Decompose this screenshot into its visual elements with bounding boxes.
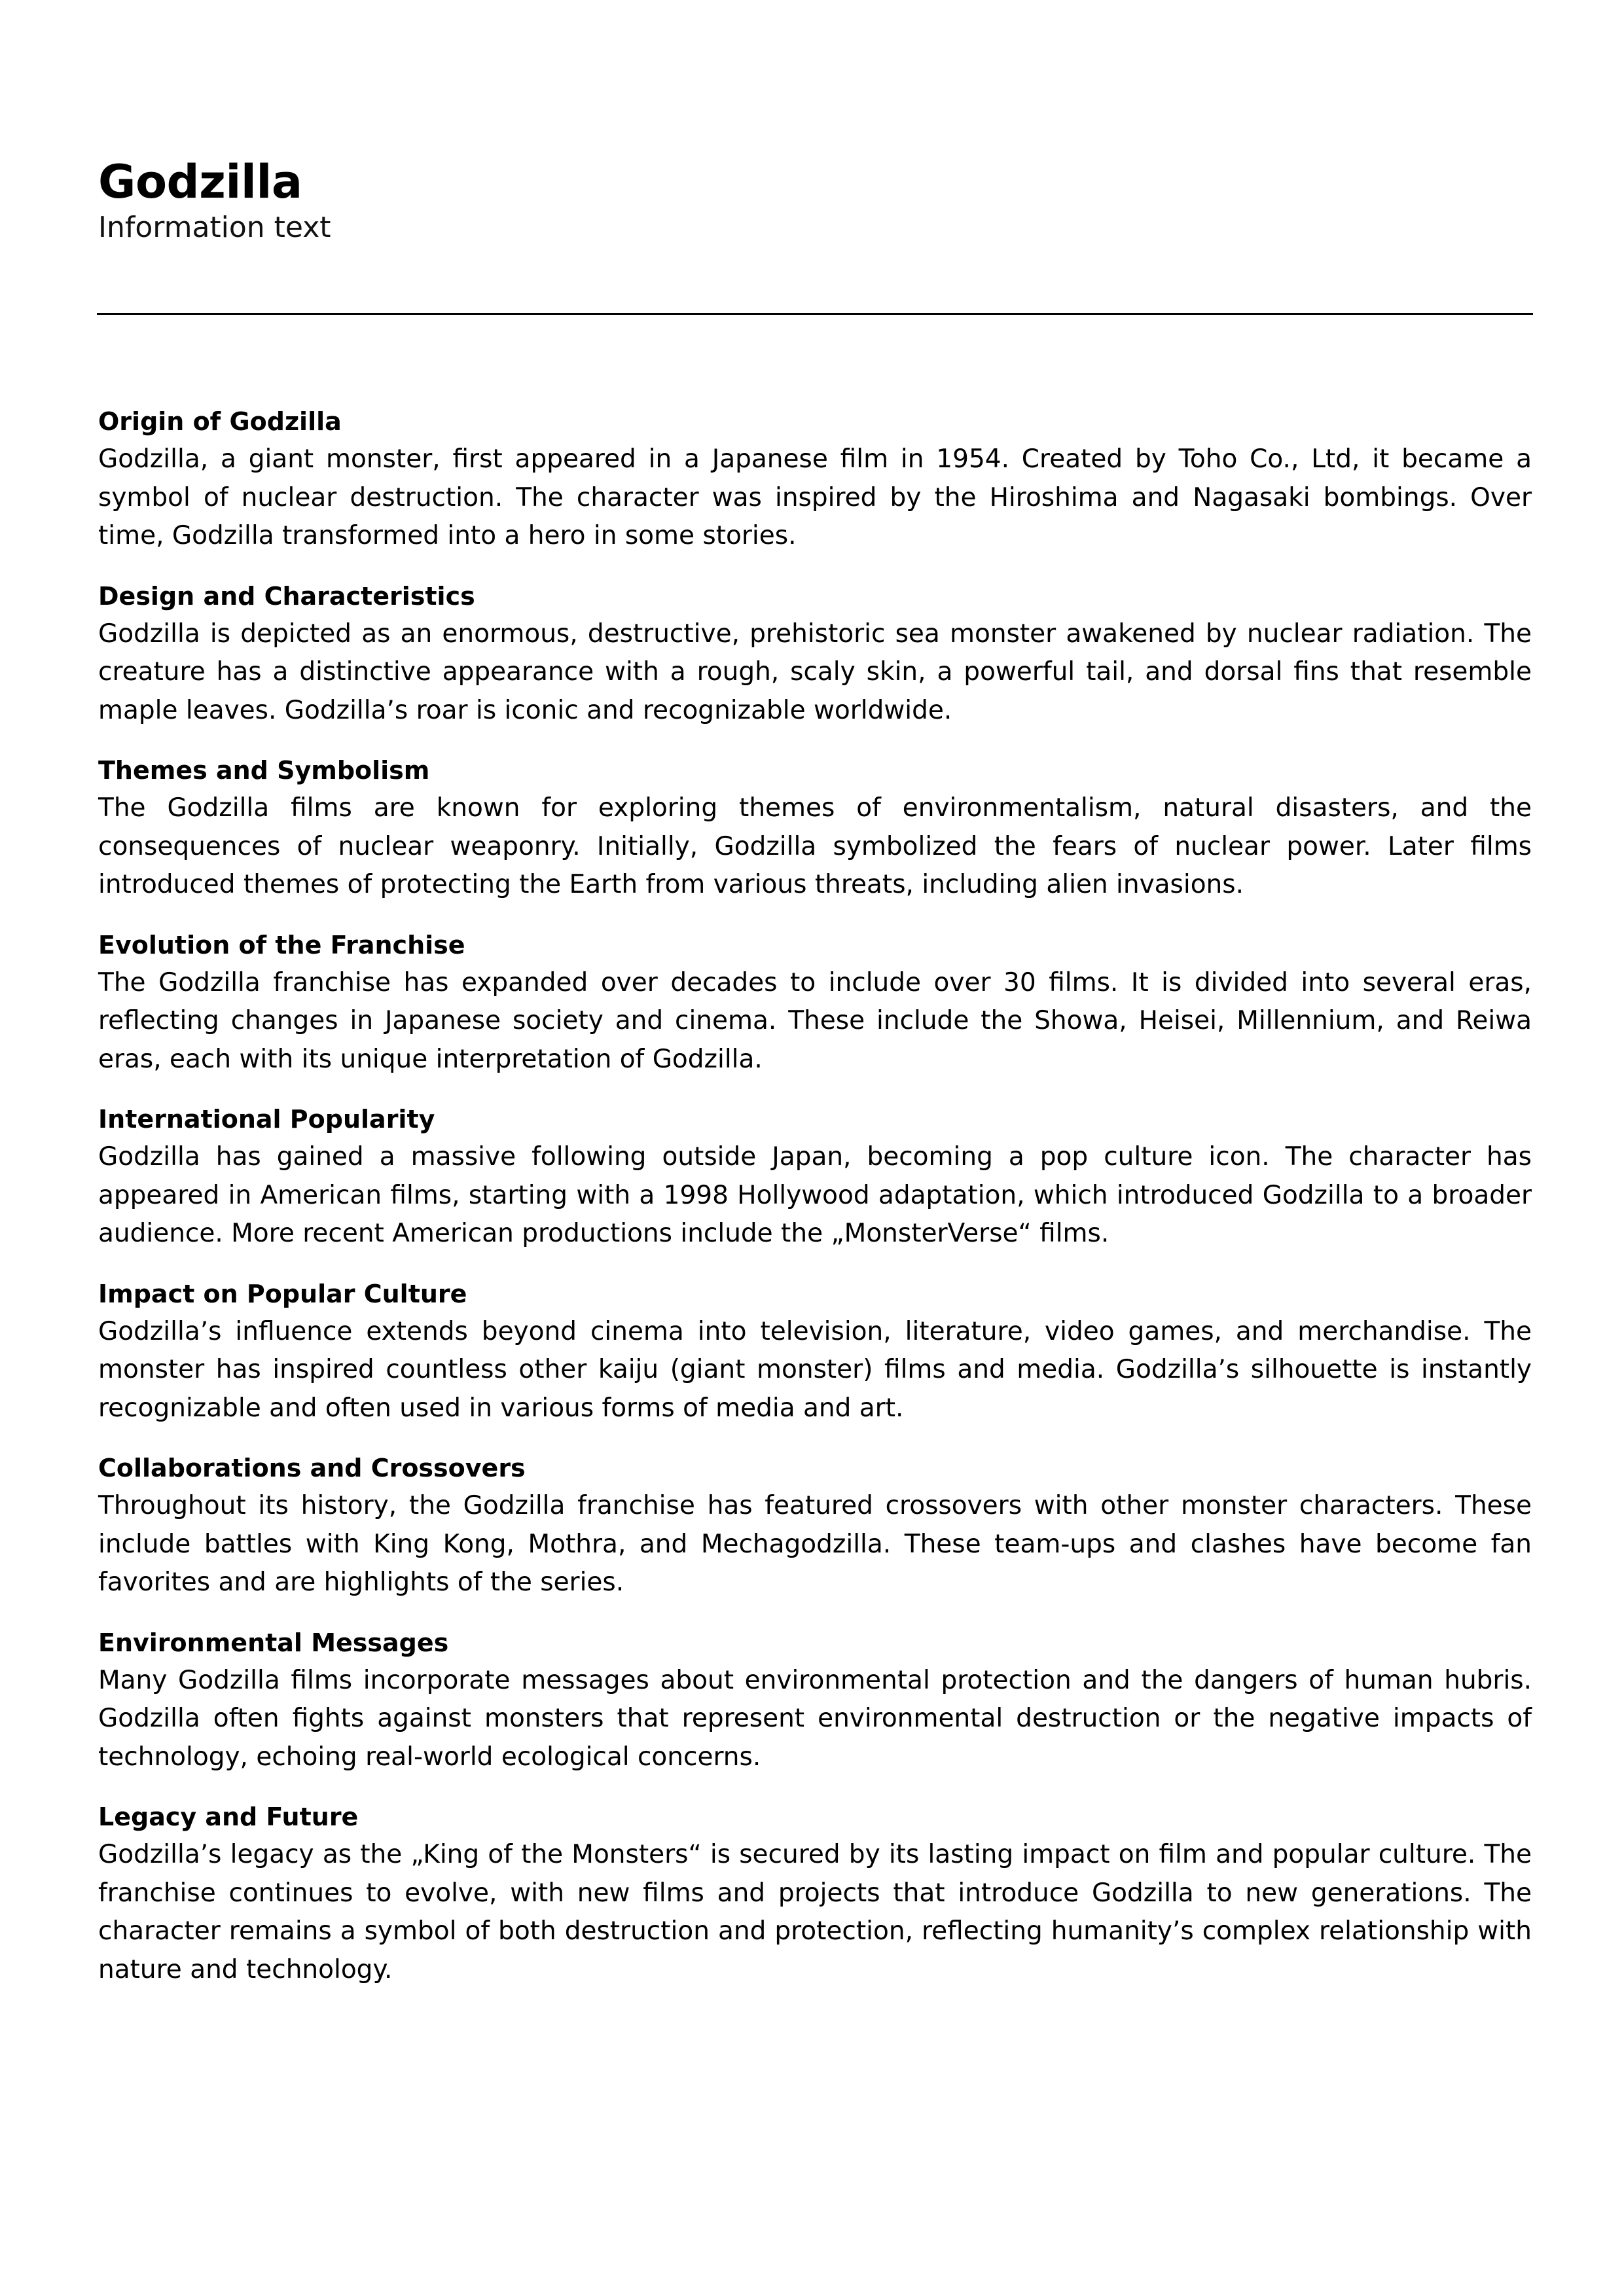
section-heading: Design and Characteristics: [98, 581, 475, 611]
section-environmental: [98, 1624, 1532, 1777]
section-heading: Evolution of the Franchise: [98, 930, 465, 960]
section-paragraph: Godzilla has gained a massive following outside Japan, becoming a pop culture icon. The character has appeared in American films, starting with a 1998 Hollywood adaptation, which introduced Godzilla to a broader audience. More recent American productions include the „MonsterVerse“ films.: [98, 1142, 1532, 1248]
document-header: [98, 156, 1532, 246]
section-paragraph: The Godzilla films are known for exploring themes of environmentalism, natural disasters, and the consequences of nuclear weaponry. Initially, Godzilla symbolized the fears of nuclear power. Later films introduced themes of protecting the Earth from various threats, including alien invasions.: [98, 793, 1532, 899]
section-heading: International Popularity: [98, 1105, 435, 1134]
section-heading: Impact on Popular Culture: [98, 1279, 467, 1308]
section-heading: Origin of Godzilla: [98, 407, 342, 436]
section-themes: [98, 751, 1532, 905]
section-origin: [98, 403, 1532, 556]
document-subtitle: Information text: [98, 210, 331, 244]
section-paragraph: Godzilla is depicted as an enormous, destructive, prehistoric sea monster awakened by nuclear radiation. The creature has a distinctive appearance with a rough, scaly skin, a powerful tail, and dorsal fins that resemble maple leaves. Godzilla’s roar is iconic and recognizable worldwide.: [98, 619, 1532, 725]
section-paragraph: Godzilla’s influence extends beyond cinema into television, literature, video games, and merchandise. The monster has inspired countless other kaiju (giant monster) films and media. Godzilla’s silhouette is instantly recognizable and often used in various forms of media and art.: [98, 1316, 1532, 1423]
document-title: Godzilla: [98, 155, 302, 209]
section-heading: Legacy and Future: [98, 1803, 359, 1831]
section-heading: Environmental Messages: [98, 1628, 449, 1657]
section-heading: Themes and Symbolism: [98, 756, 430, 785]
section-paragraph: Many Godzilla films incorporate messages about environmental protection and the dangers of human hubris. Godzilla often fights against monsters that represent environmental destruction or the negative impacts of technology, echoing real-world ecological concerns.: [98, 1665, 1532, 1772]
section-design: [98, 577, 1532, 730]
section-collaborations: [98, 1449, 1532, 1602]
section-heading: Collaborations and Crossovers: [98, 1454, 526, 1482]
section-paragraph: Godzilla’s legacy as the „King of the Monsters“ is secured by its lasting impact on film and popular culture. The franchise continues to evolve, with new films and projects that introduce Godzilla to new generations. The character remains a symbol of both destruction and protection, reflecting humanity’s complex relationship with nature and technology.: [98, 1840, 1532, 1984]
section-paragraph: The Godzilla franchise has expanded over decades to include over 30 films. It is divided into several eras, reflecting changes in Japanese society and cinema. These include the Showa, Heisei, Millennium, and Reiwa eras, each with its unique interpretation of Godzilla.: [98, 967, 1532, 1074]
header-divider: [97, 313, 1533, 315]
section-paragraph: Throughout its history, the Godzilla franchise has featured crossovers with other monster characters. These include battles with King Kong, Mothra, and Mechagodzilla. These team-ups and clashes have become fan favorites and are highlights of the series.: [98, 1491, 1532, 1597]
document-body: [98, 403, 1532, 2011]
section-impact: [98, 1275, 1532, 1428]
section-legacy: [98, 1798, 1532, 1989]
section-paragraph: Godzilla, a giant monster, first appeared in a Japanese film in 1954. Created by Toho Co., Ltd, it became a symbol of nuclear destruction. The character was inspired by the Hiroshima and Nagasaki bombings. Over time, Godzilla transformed into a hero in some stories.: [98, 444, 1532, 550]
section-evolution: [98, 926, 1532, 1079]
section-international: [98, 1100, 1532, 1253]
